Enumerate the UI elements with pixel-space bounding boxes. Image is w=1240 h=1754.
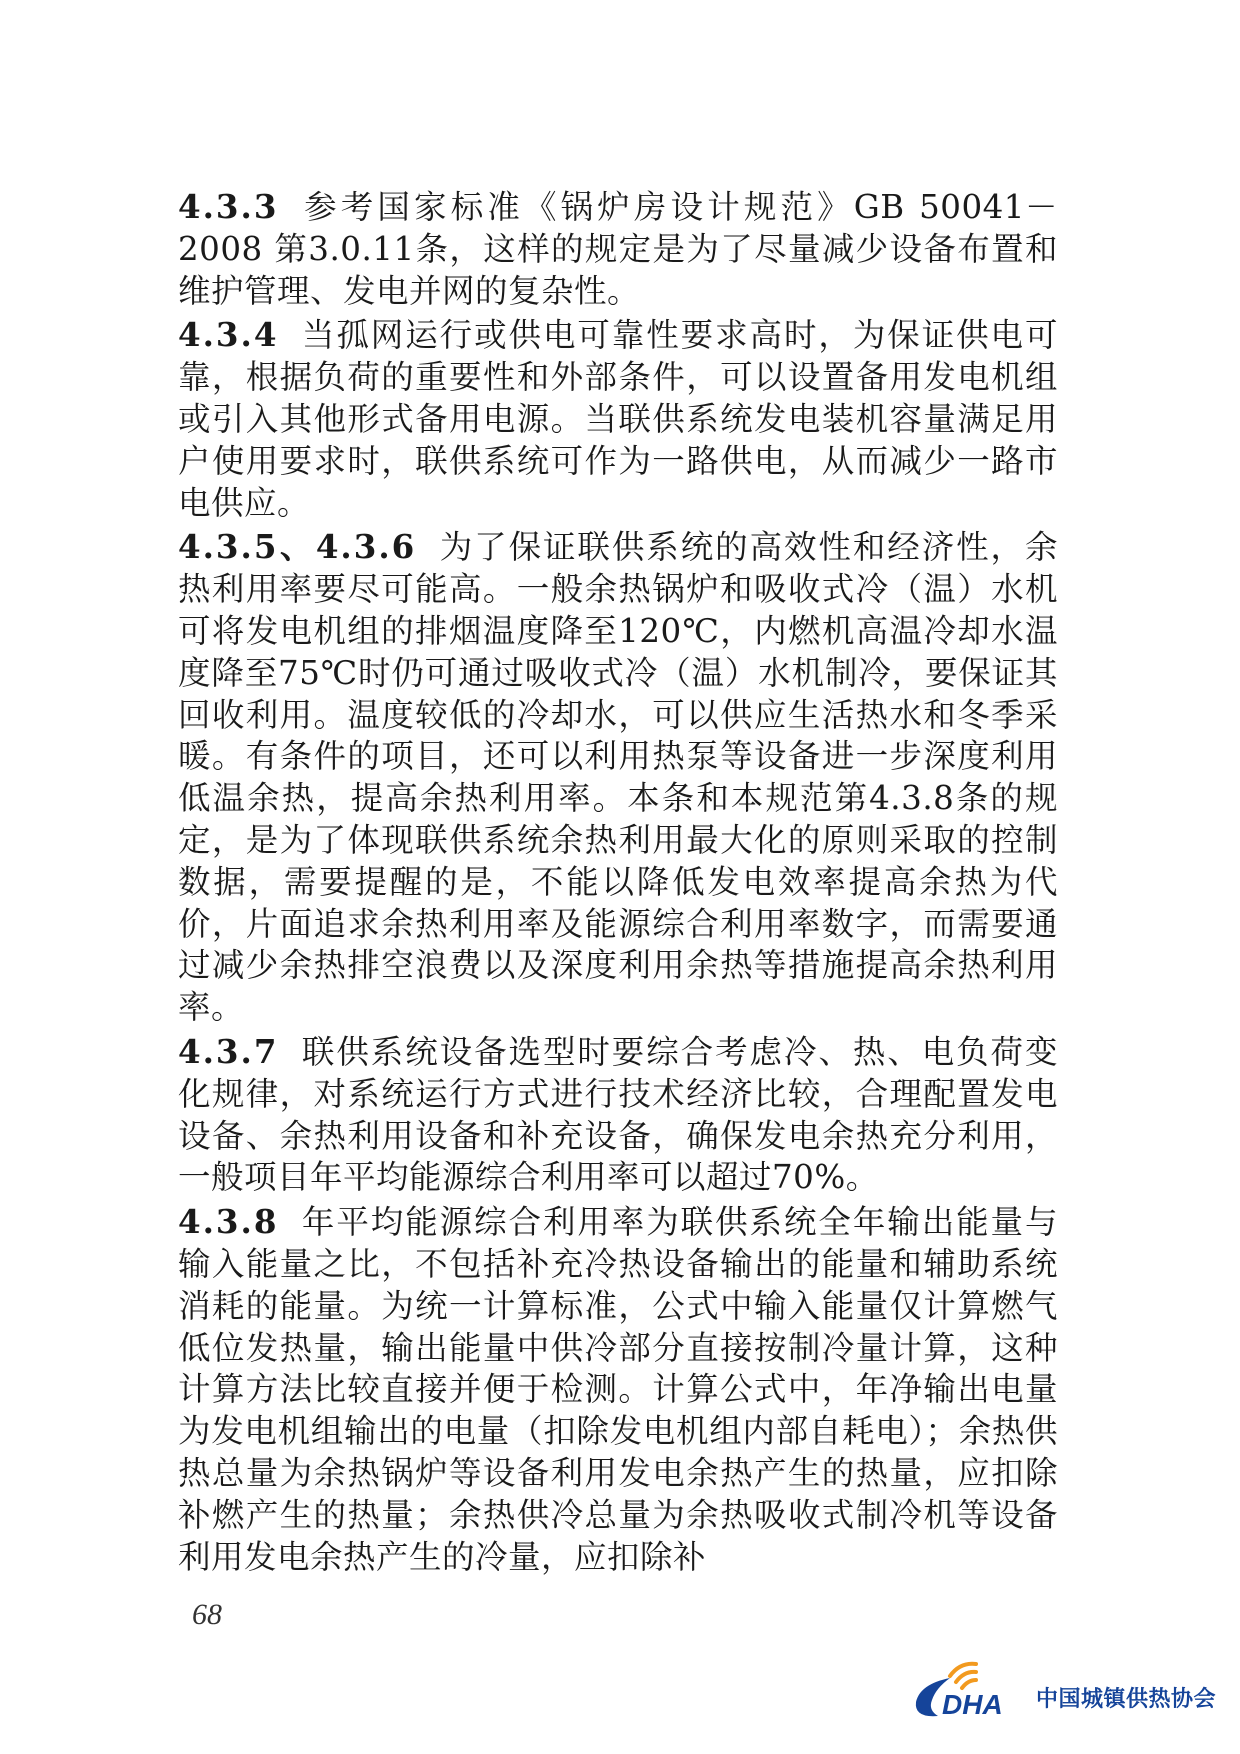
paragraph-text: 当孤网运行或供电可靠性要求高时，为保证供电可靠，根据负荷的重要性和外部条件，可以设置备用发电机组或引入其他形式备用电源。当联供系统发电装机容量满足用户使用要求时，联供系统可作为一路供电，从而减少一路市电供应。	[178, 316, 1058, 522]
organization-name: 中国城镇供热协会	[1036, 1687, 1217, 1712]
clause-number: 4.3.7	[178, 1031, 279, 1071]
page-number: 68	[192, 1598, 222, 1631]
clause-number: 4.3.5、4.3.6	[178, 527, 417, 567]
paragraph-text: 年平均能源综合利用率为联供系统全年输出能量与输入能量之比，不包括补充冷热设备输出的能量和辅助系统消耗的能量。为统一计算标准，公式中输入能量仅计算燃气低位发热量，输出能量中供冷部分直接按制冷量计算，这种计算方法比较直接并便于检测。计算公式中，年净输出电量为发电机组输出的电量（扣除发电机组内部自耗电）；余热供热总量为余热锅炉等设备利用发电余热产生的热量，应扣除补燃产生的热量；余热供冷总量为余热吸收式制冷机等设备利用发电余热产生的冷量，应扣除补	[178, 1203, 1058, 1576]
paragraph-4-3-7	[178, 1031, 1058, 1199]
paragraph-text: 联供系统设备选型时要综合考虑冷、热、电负荷变化规律，对系统运行方式进行技术经济比较，合理配置发电设备、余热利用设备和补充设备，确保发电余热充分利用，一般项目年平均能源综合利用率可以超过70%。	[178, 1032, 1058, 1197]
clause-number: 4.3.4	[178, 315, 279, 355]
paragraph-4-3-8	[178, 1201, 1058, 1578]
paragraph-4-3-5-4-3-6	[178, 526, 1058, 1029]
paragraph-4-3-4	[178, 314, 1058, 524]
svg-text:DHA: DHA	[942, 1689, 1003, 1720]
footer-logo	[898, 1654, 1218, 1724]
page-body	[178, 186, 1058, 1580]
paragraph-text: 参考国家标准《锅炉房设计规范》GB 50041－2008 第3.0.11条，这样的规定是为了尽量减少设备布置和维护管理、发电并网的复杂性。	[178, 188, 1058, 310]
cdha-logo-icon	[898, 1654, 1038, 1724]
clause-number: 4.3.8	[178, 1202, 279, 1242]
clause-number: 4.3.3	[178, 187, 279, 226]
paragraph-text: 为了保证联供系统的高效性和经济性，余热利用率要尽可能高。一般余热锅炉和吸收式冷（温）水机可将发电机组的排烟温度降至120℃，内燃机高温冷却水温度降至75℃时仍可通过吸收式冷（温）水机制冷，要保证其回收利用。温度较低的冷却水，可以供应生活热水和冬季采暖。有条件的项目，还可以利用热泵等设备进一步深度利用低温余热，提高余热利用率。本条和本规范第4.3.8条的规定，是为了体现联供系统余热利用最大化的原则采取的控制数据，需要提醒的是，不能以降低发电效率提高余热为代价，片面追求余热利用率及能源综合利用率数字，而需要通过减少余热排空浪费以及深度利用余热等措施提高余热利用率。	[178, 528, 1058, 1027]
paragraph-4-3-3	[178, 186, 1058, 312]
